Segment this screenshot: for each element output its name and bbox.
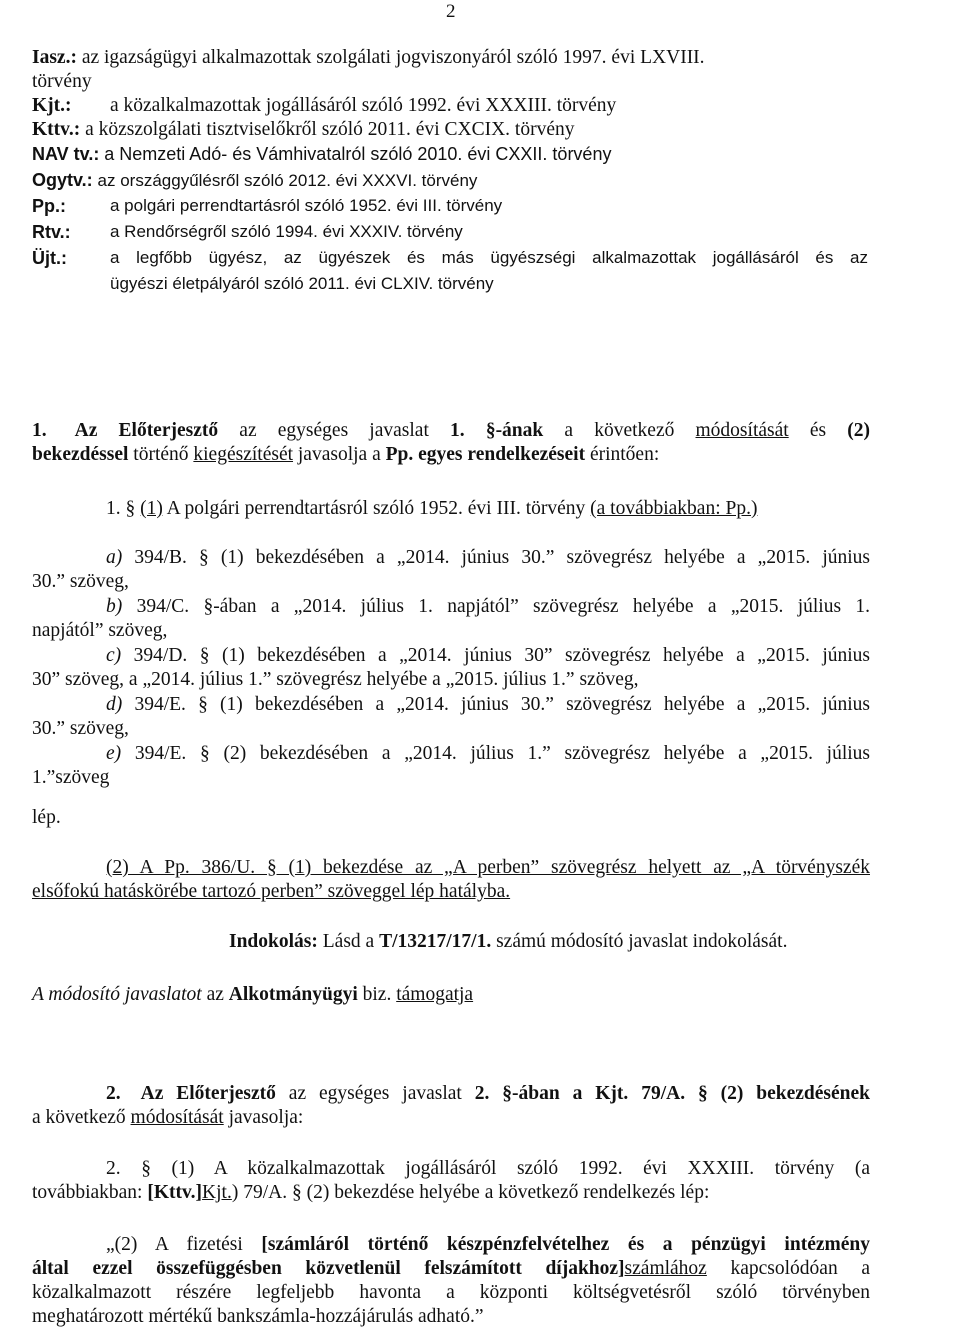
abbr-rtv: Rtv.: a Rendőrségről szóló 1994. évi XXXIV. törvény	[32, 222, 463, 242]
point-d-line-1: d) 394/E. § (1) bekezdésében a „2014. június 30.” szövegrész helyébe a „2015. június	[106, 694, 870, 715]
paragraph-2-line-2: elsőfokú hatáskörébe tartozó perben” szöveggel lép hatályba.	[32, 881, 511, 902]
amendment-1-line-2: bekezdéssel történő kiegészítését javasolja a Pp. egyes rendelkezéseit érintően:	[32, 444, 660, 465]
point-a-line-1: a) 394/B. § (1) bekezdésében a „2014. június 30.” szövegrész helyébe a „2015. június	[106, 547, 870, 568]
justification: Indokolás: Lásd a T/13217/17/1. számú módosító javaslat indokolását.	[229, 931, 788, 952]
amendment-2-line-2: a következő módosítását javasolja:	[32, 1107, 304, 1128]
abbr-ujt-cont: ügyészi életpályáról szóló 2011. évi CLXIV. törvény	[110, 274, 494, 293]
amendment-2-line-1: 2. Az Előterjesztő az egységes javaslat 2. §-ában a Kjt. 79/A. § (2) bekezdésének	[106, 1083, 870, 1104]
amendment-1-line-1: 1. Az Előterjesztő az egységes javaslat 1. §-ának a következő módosítását és (2)	[32, 420, 870, 441]
point-c-line-1: c) 394/D. § (1) bekezdésében a „2014. június 30” szövegrész helyébe a „2015. június	[106, 645, 870, 666]
abbr-iasz-cont: törvény	[32, 71, 92, 92]
paragraph-2-line-1: (2) A Pp. 386/U. § (1) bekezdése az „A perben” szövegrész helyett az „A törvényszék	[106, 857, 870, 878]
amendment-1-section: 1. § (1) A polgári perrendtartásról szóló 1952. évi III. törvény (a továbbiakban: Pp.)	[106, 498, 758, 519]
lep-text: lép.	[32, 807, 61, 828]
abbr-kttv: Kttv.: a közszolgálati tisztviselőkről szóló 2011. évi CXCIX. törvény	[32, 119, 575, 140]
point-a-line-2: 30.” szöveg,	[32, 571, 129, 592]
point-c-line-2: 30” szöveg, a „2014. július 1.” szövegrész helyébe a „2015. július 1.” szöveg,	[32, 669, 639, 690]
abbr-ujt: Üjt.: a legfőbb ügyész, az ügyészek és más ügyészségi alkalmazottak jogállásáról és az	[32, 248, 868, 268]
amendment-2-section-line-1: 2. § (1) A közalkalmazottak jogállásáról szóló 1992. évi XXXIII. törvény (a	[106, 1158, 870, 1179]
quote-line-1: „(2) A fizetési [számláról történő készpénzfelvételhez és a pénzügyi intézmény	[106, 1234, 870, 1255]
point-b-line-2: napjától” szöveg,	[32, 620, 168, 641]
quote-line-4: meghatározott mértékű bankszámla-hozzájárulás adható.”	[32, 1306, 484, 1327]
committee-position: A módosító javaslatot az Alkotmányügyi biz. támogatja	[32, 984, 474, 1005]
point-e-line-1: e) 394/E. § (2) bekezdésében a „2014. július 1.” szövegrész helyébe a „2015. július	[106, 743, 870, 764]
abbr-pp: Pp.: a polgári perrendtartásról szóló 1952. évi III. törvény	[32, 196, 503, 216]
quote-line-2: által ezzel összefüggésben közvetlenül felszámított díjakhoz]számlához kapcsolódóan a	[32, 1258, 870, 1279]
amendment-2-section-line-2: továbbiakban: [Kttv.]Kjt.) 79/A. § (2) bekezdése helyébe a következő rendelkezés lép:	[32, 1182, 710, 1203]
abbr-iasz: Iasz.: az igazságügyi alkalmazottak szolgálati jogviszonyáról szóló 1997. évi LXVIII.	[32, 47, 705, 68]
point-e-line-2: 1.”szöveg	[32, 767, 110, 788]
quote-line-3: közalkalmazott részére legfeljebb havonta a központi költségvetésről szóló törvényben	[32, 1282, 870, 1303]
point-b-line-1: b) 394/C. §-ában a „2014. július 1. napjától” szövegrész helyébe a „2015. július 1.	[106, 596, 870, 617]
page-number: 2	[446, 1, 456, 22]
abbr-nav: NAV tv.: a Nemzeti Adó- és Vámhivatalról szóló 2010. évi CXXII. törvény	[32, 144, 612, 164]
abbr-ogytv: Ogytv.: az országgyűlésről szóló 2012. évi XXXVI. törvény	[32, 170, 478, 190]
point-d-line-2: 30.” szöveg,	[32, 718, 129, 739]
abbr-kjt: Kjt.: a közalkalmazottak jogállásáról szóló 1992. évi XXXIII. törvény	[32, 95, 617, 116]
